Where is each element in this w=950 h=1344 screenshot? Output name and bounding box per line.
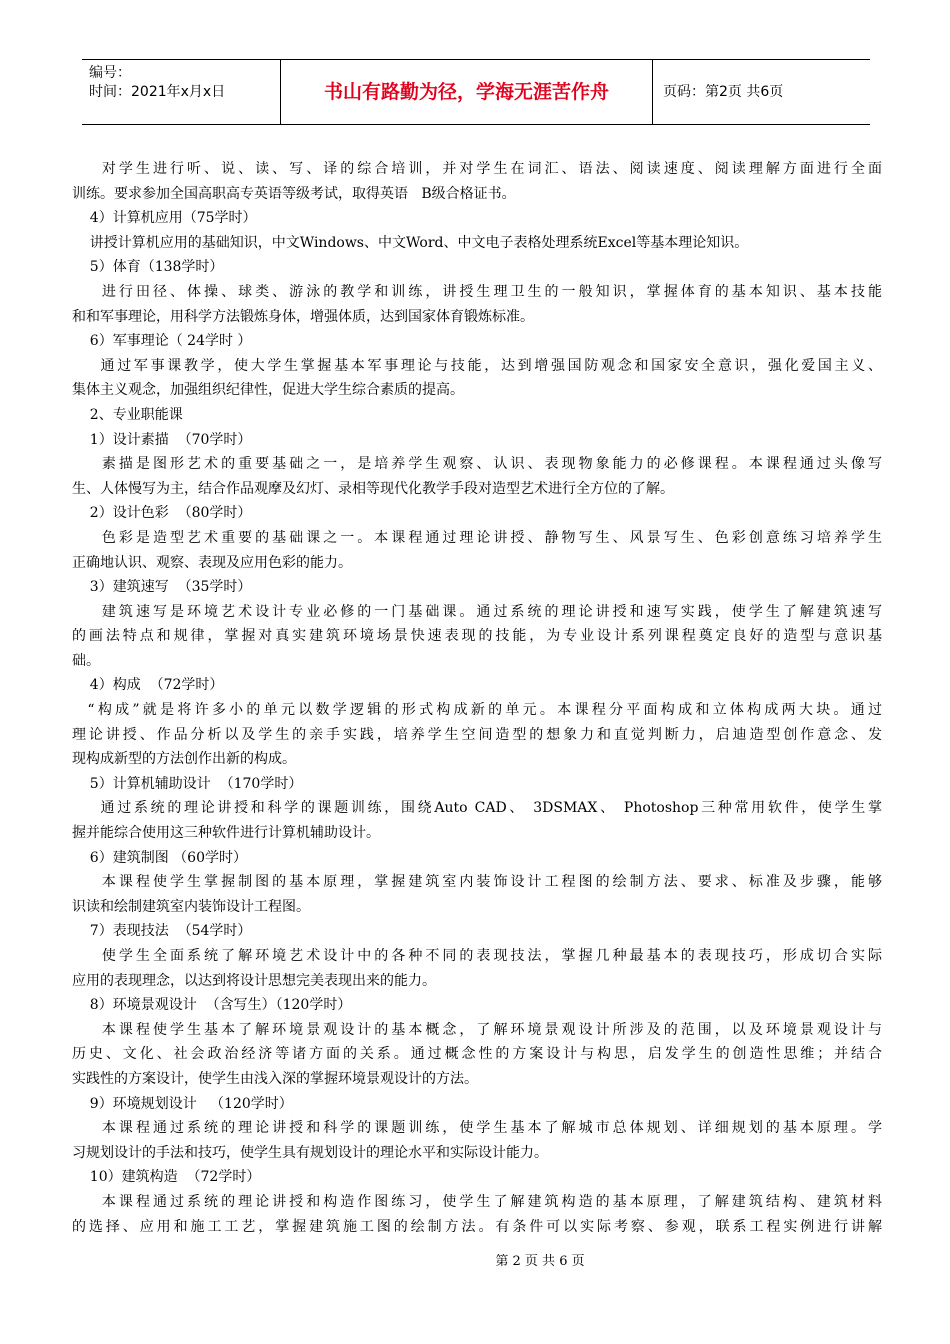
text-line: 7）表现技法 （54学时） — [72, 923, 252, 940]
text-line: 和和军事理论，用科学方法锻炼身体，增强体质，达到国家体育锻炼标准。 — [72, 308, 534, 325]
header-info-cell — [82, 60, 281, 124]
text-line: 8）环境景观设计 （含写生）（120学时） — [72, 997, 352, 1014]
text-line: 6）建筑制图 （60学时） — [72, 849, 247, 866]
text-line: 识读和绘制建筑室内装饰设计工程图。 — [72, 898, 310, 915]
text-line: 本课程使学生掌握制图的基本原理，掌握建筑室内装饰设计工程图的绘制方法、要求、标准及步骤，能够 — [72, 874, 882, 891]
text-line: 讲授计算机应用的基础知识，中文Windows、中文Word、中文电子表格处理系统Excel等基本理论知识。 — [72, 234, 749, 251]
page-footer: 第 2 页 共 6 页 — [495, 1254, 585, 1269]
text-line: 历史、文化、社会政治经济等诸方面的关系。通过概念性的方案设计与构思，启发学生的创造性思维；并结合 — [72, 1046, 882, 1063]
document-header — [82, 59, 870, 125]
text-line: 进行田径、体操、球类、游泳的教学和训练，讲授生理卫生的一般知识，掌握体育的基本知识、基本技能 — [72, 283, 882, 300]
text-line: 色彩是造型艺术重要的基础课之一。本课程通过理论讲授、静物写生、风景写生、色彩创意练习培养学生 — [72, 529, 882, 546]
text-line: 4）计算机应用（75学时） — [72, 210, 257, 227]
text-line: 实践性的方案设计，使学生由浅入深的掌握环境景观设计的方法。 — [72, 1070, 478, 1087]
text-line: 习规划设计的手法和技巧，使学生具有规划设计的理论水平和实际设计能力。 — [72, 1144, 548, 1161]
text-line: 础。 — [72, 652, 100, 669]
motto-text: 书山有路勤为径，学海无涯苦作舟 — [323, 81, 609, 103]
document-number-label: 编号： — [89, 65, 131, 81]
text-line: 理论讲授、作品分析以及学生的亲手实践，培养学生空间造型的想象力和直觉判断力，启迪造型创作意念、发 — [72, 726, 882, 743]
text-line: 集体主义观念，加强组织纪律性，促进大学生综合素质的提高。 — [72, 382, 464, 399]
header-motto-cell — [281, 60, 653, 124]
page-code-label: 页码：第2页 共6页 — [663, 84, 784, 100]
text-line: 本课程使学生基本了解环境景观设计的基本概念，了解环境景观设计所涉及的范围，以及环境景观设计与 — [72, 1021, 882, 1038]
text-line: 的选择、应用和施工工艺，掌握建筑施工图的绘制方法。有条件可以实际考察、参观，联系工程实例进行讲解 — [72, 1218, 882, 1235]
text-line: 通过军事课教学，使大学生掌握基本军事理论与技能，达到增强国防观念和国家安全意识，强化爱国主义、 — [72, 357, 882, 374]
text-line: 握并能综合使用这三种软件进行计算机辅助设计。 — [72, 825, 380, 842]
text-line: 通过系统的理论讲授和科学的课题训练，围绕Auto CAD、 3DSMAX、 Photoshop三种常用软件，使学生掌 — [72, 800, 882, 817]
text-line: 对学生进行听、说、读、写、译的综合培训，并对学生在词汇、语法、阅读速度、阅读理解方面进行全面 — [72, 161, 882, 177]
text-line: 生、人体慢写为主，结合作品观摩及幻灯、录相等现代化教学手段对造型艺术进行全方位的了解。 — [72, 480, 674, 497]
text-line: 训练。要求参加全国高职高专英语等级考试，取得英语 B级合格证书。 — [72, 185, 516, 202]
text-line: 的画法特点和规律，掌握对真实建筑环境场景快速表现的技能，为专业设计系列课程奠定良好的造型与意识基 — [72, 628, 882, 645]
text-line: 6）军事理论（ 24学时 ） — [72, 333, 252, 350]
document-time-label: 时间：2021年x月x日 — [89, 84, 226, 100]
text-line: 5）体育（138学时） — [72, 259, 224, 276]
text-line: 2、专业职能课 — [72, 406, 183, 423]
text-line: 本课程通过系统的理论讲授和科学的课题训练，使学生基本了解城市总体规划、详细规划的基本原理。学 — [72, 1120, 882, 1137]
text-line: 现构成新型的方法创作出新的构成。 — [72, 751, 296, 768]
text-line: 应用的表现理念，以达到将设计思想完美表现出来的能力。 — [72, 972, 436, 989]
text-line: 建筑速写是环境艺术设计专业必修的一门基础课。通过系统的理论讲授和速写实践，使学生了解建筑速写 — [72, 603, 882, 620]
header-page-cell — [653, 60, 870, 124]
text-line: “构成”就是将许多小的单元以数学逻辑的形式构成新的单元。本课程分平面构成和立体构成两大块。通过 — [72, 702, 882, 719]
text-line: 素描是图形艺术的重要基础之一，是培养学生观察、认识、表现物象能力的必修课程。本课程通过头像写 — [72, 456, 882, 473]
text-line: 9）环境规划设计 （120学时） — [72, 1095, 293, 1112]
text-line: 使学生全面系统了解环境艺术设计中的各种不同的表现技法，掌握几种最基本的表现技巧，形成切合实际 — [72, 948, 882, 964]
text-line: 1）设计素描 （70学时） — [72, 431, 252, 448]
text-line: 本课程通过系统的理论讲授和构造作图练习，使学生了解建筑构造的基本原理，了解建筑结构、建筑材料 — [72, 1193, 882, 1210]
document-body — [72, 157, 882, 1239]
text-line: 10）建筑构造 （72学时） — [72, 1169, 261, 1186]
text-line: 3）建筑速写 （35学时） — [72, 579, 252, 596]
text-line: 正确地认识、观察、表现及应用色彩的能力。 — [72, 554, 352, 571]
text-line: 4）构成 （72学时） — [72, 677, 224, 694]
text-line: 5）计算机辅助设计 （170学时） — [72, 775, 303, 792]
text-line: 2）设计色彩 （80学时） — [72, 505, 252, 522]
